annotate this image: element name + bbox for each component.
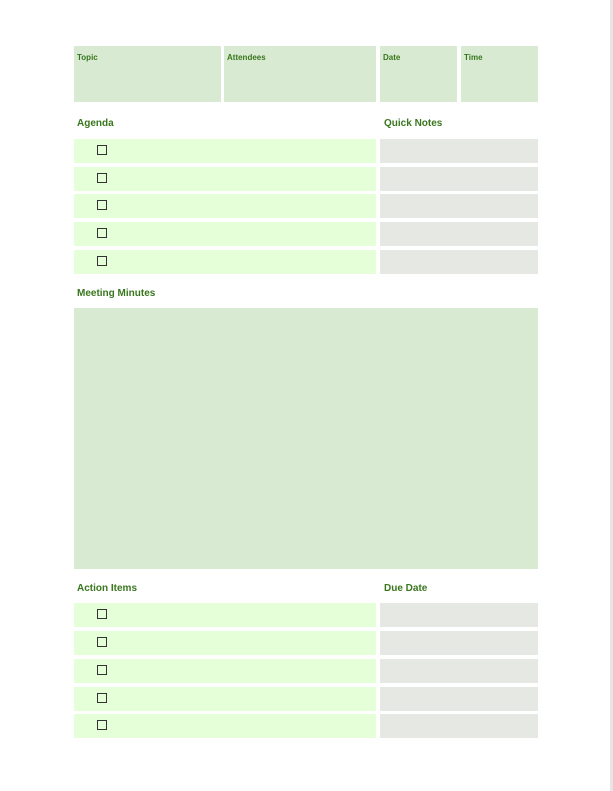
meeting-minutes-area[interactable] [74, 308, 538, 569]
agenda-row[interactable] [74, 194, 376, 218]
agenda-checkbox[interactable] [97, 256, 107, 266]
action-item-checkbox[interactable] [97, 693, 107, 703]
quick-notes-heading: Quick Notes [384, 118, 443, 129]
action-item-row[interactable] [74, 687, 376, 711]
attendees-label: Attendees [227, 53, 266, 62]
agenda-checkbox[interactable] [97, 145, 107, 155]
due-date-heading: Due Date [384, 583, 428, 594]
time-label: Time [464, 53, 483, 62]
due-date-field[interactable] [380, 603, 538, 627]
agenda-checkbox[interactable] [97, 200, 107, 210]
action-item-row[interactable] [74, 603, 376, 627]
quick-note-field[interactable] [380, 139, 538, 163]
quick-note-field[interactable] [380, 250, 538, 274]
agenda-heading: Agenda [77, 118, 114, 129]
action-item-checkbox[interactable] [97, 720, 107, 730]
quick-note-field[interactable] [380, 167, 538, 191]
action-item-row[interactable] [74, 659, 376, 683]
action-items-heading: Action Items [77, 583, 138, 594]
due-date-field[interactable] [380, 659, 538, 683]
action-item-checkbox[interactable] [97, 637, 107, 647]
action-item-checkbox[interactable] [97, 609, 107, 619]
quick-note-field[interactable] [380, 194, 538, 218]
topic-label: Topic [77, 53, 98, 62]
action-item-row[interactable] [74, 714, 376, 738]
agenda-row[interactable] [74, 250, 376, 274]
due-date-field[interactable] [380, 714, 538, 738]
agenda-row[interactable] [74, 167, 376, 191]
time-cell[interactable] [461, 46, 538, 102]
agenda-checkbox[interactable] [97, 173, 107, 183]
quick-note-field[interactable] [380, 222, 538, 246]
action-item-checkbox[interactable] [97, 665, 107, 675]
date-cell[interactable] [380, 46, 457, 102]
meeting-minutes-heading: Meeting Minutes [77, 288, 156, 299]
agenda-row[interactable] [74, 139, 376, 163]
attendees-cell[interactable] [224, 46, 376, 102]
action-item-row[interactable] [74, 631, 376, 655]
agenda-row[interactable] [74, 222, 376, 246]
topic-cell[interactable] [74, 46, 221, 102]
agenda-checkbox[interactable] [97, 228, 107, 238]
date-label: Date [383, 53, 401, 62]
due-date-field[interactable] [380, 631, 538, 655]
due-date-field[interactable] [380, 687, 538, 711]
